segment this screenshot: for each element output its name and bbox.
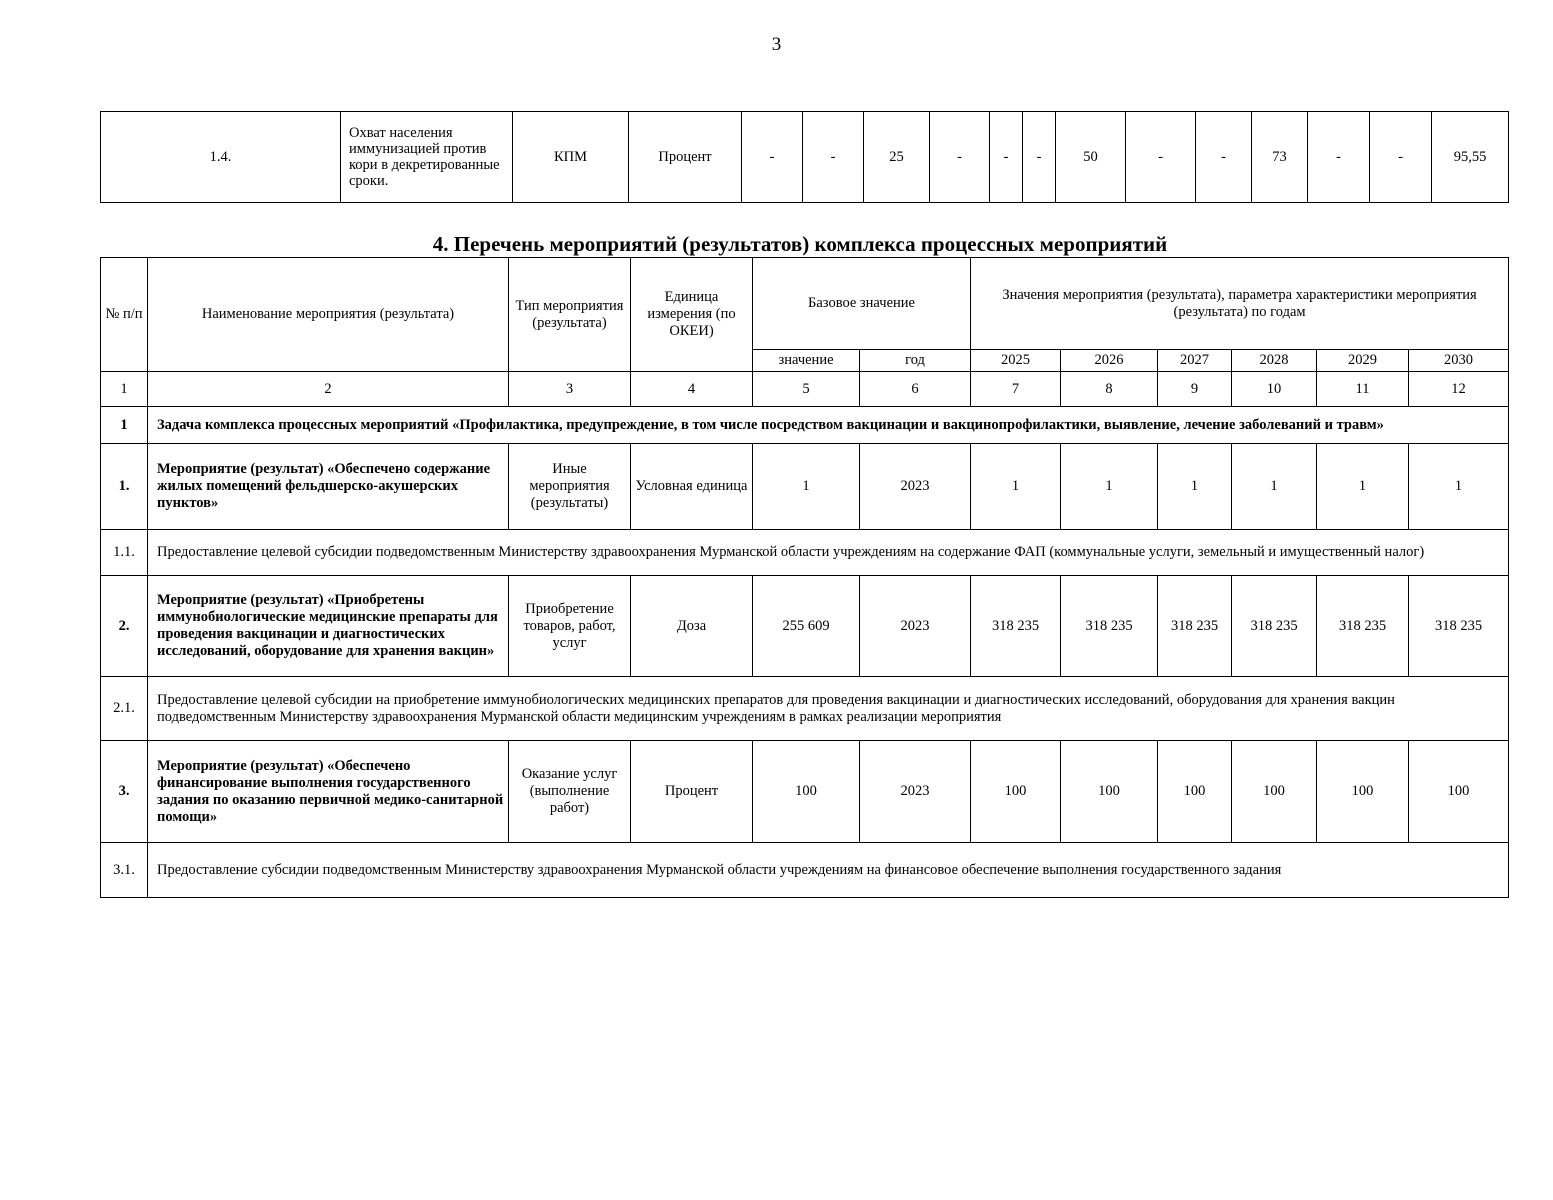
indicator-value: - — [742, 112, 803, 203]
activity-base-value: 100 — [753, 741, 860, 843]
subactivity-text: Предоставление целевой субсидии на приобретение иммунобиологических медицинских препаратов для проведения вакцинации и диагностических исследований, оборудования для хранения вакцин подведомственным Министерству здравоохранения Мурманской области медицинским учреждениям в рамках реализации мероприятия — [148, 677, 1509, 741]
activity-year-value: 318 235 — [1317, 576, 1409, 677]
header-year: 2030 — [1409, 350, 1509, 372]
header-base-year: год — [860, 350, 971, 372]
activity-num: 1. — [101, 444, 148, 530]
activity-name: Мероприятие (результат) «Приобретены иммунобиологические медицинские препараты для проведения вакцинации и диагностических исследований, оборудование для хранения вакцин» — [148, 576, 509, 677]
activity-unit: Процент — [631, 741, 753, 843]
header-base-value: значение — [753, 350, 860, 372]
col-number: 2 — [148, 372, 509, 407]
header-year: 2027 — [1158, 350, 1232, 372]
subactivity-row — [101, 677, 1509, 741]
activity-base-year: 2023 — [860, 444, 971, 530]
indicator-table — [100, 111, 1509, 203]
subactivity-text: Предоставление субсидии подведомственным Министерству здравоохранения Мурманской области учреждениям на финансовое обеспечение выполнения государственного задания — [148, 843, 1509, 898]
column-numbers-row — [101, 372, 1509, 407]
activity-row — [101, 444, 1509, 530]
header-year: 2025 — [971, 350, 1061, 372]
header-base: Базовое значение — [753, 258, 971, 350]
indicator-value: 73 — [1252, 112, 1308, 203]
activity-year-value: 100 — [1158, 741, 1232, 843]
indicator-value: - — [990, 112, 1023, 203]
activity-base-year: 2023 — [860, 576, 971, 677]
indicator-value: - — [1370, 112, 1432, 203]
indicator-value: 25 — [864, 112, 930, 203]
activity-year-value: 318 235 — [971, 576, 1061, 677]
activity-name: Мероприятие (результат) «Обеспечено финансирование выполнения государственного задания по оказанию первичной медико-санитарной помощи» — [148, 741, 509, 843]
indicator-value: - — [1196, 112, 1252, 203]
indicator-value: 95,55 — [1432, 112, 1509, 203]
activity-unit: Условная единица — [631, 444, 753, 530]
header-year: 2026 — [1061, 350, 1158, 372]
indicator-name: Охват населения иммунизацией против кори в декретированные сроки. — [341, 112, 513, 203]
col-number: 3 — [509, 372, 631, 407]
activity-name: Мероприятие (результат) «Обеспечено содержание жилых помещений фельдшерско-акушерских пунктов» — [148, 444, 509, 530]
header-year: 2029 — [1317, 350, 1409, 372]
activity-year-value: 318 235 — [1061, 576, 1158, 677]
activity-row — [101, 741, 1509, 843]
subactivity-text: Предоставление целевой субсидии подведомственным Министерству здравоохранения Мурманской области учреждениям на содержание ФАП (коммунальные услуги, земельный и имущественный налог) — [148, 530, 1509, 576]
col-number: 11 — [1317, 372, 1409, 407]
activity-year-value: 100 — [1232, 741, 1317, 843]
activity-year-value: 1 — [971, 444, 1061, 530]
subactivity-row — [101, 843, 1509, 898]
activity-year-value: 100 — [1409, 741, 1509, 843]
activity-year-value: 1 — [1317, 444, 1409, 530]
indicator-value: - — [1126, 112, 1196, 203]
task-text: Задача комплекса процессных мероприятий «Профилактика, предупреждение, в том числе посредством вакцинации и вакцинопрофилактики, выявление, лечение заболеваний и травм» — [148, 407, 1509, 444]
activity-base-value: 1 — [753, 444, 860, 530]
header-years-group: Значения мероприятия (результата), параметра характеристики мероприятия (результата) по годам — [971, 258, 1509, 350]
subactivity-num: 1.1. — [101, 530, 148, 576]
indicator-value: - — [930, 112, 990, 203]
activity-year-value: 100 — [971, 741, 1061, 843]
activity-year-value: 318 235 — [1158, 576, 1232, 677]
activities-table — [100, 257, 1509, 898]
subactivity-num: 3.1. — [101, 843, 148, 898]
activity-year-value: 1 — [1158, 444, 1232, 530]
col-number: 6 — [860, 372, 971, 407]
activity-year-value: 1 — [1409, 444, 1509, 530]
activity-year-value: 1 — [1061, 444, 1158, 530]
col-number: 10 — [1232, 372, 1317, 407]
activity-unit: Доза — [631, 576, 753, 677]
page-number: 3 — [771, 34, 782, 55]
activity-base-value: 255 609 — [753, 576, 860, 677]
task-num: 1 — [101, 407, 148, 444]
activity-type: Иные мероприятия (результаты) — [509, 444, 631, 530]
section-title: 4. Перечень мероприятий (результатов) комплекса процессных мероприятий — [432, 232, 1168, 256]
indicator-unit: Процент — [629, 112, 742, 203]
activity-year-value: 100 — [1317, 741, 1409, 843]
activity-base-year: 2023 — [860, 741, 971, 843]
col-number: 12 — [1409, 372, 1509, 407]
activity-year-value: 1 — [1232, 444, 1317, 530]
col-number: 9 — [1158, 372, 1232, 407]
indicator-type: КПМ — [513, 112, 629, 203]
activity-year-value: 318 235 — [1232, 576, 1317, 677]
activity-num: 3. — [101, 741, 148, 843]
header-num: № п/п — [101, 258, 148, 372]
header-year: 2028 — [1232, 350, 1317, 372]
indicator-value: - — [1308, 112, 1370, 203]
indicator-num: 1.4. — [101, 112, 341, 203]
col-number: 8 — [1061, 372, 1158, 407]
activity-year-value: 100 — [1061, 741, 1158, 843]
header-name: Наименование мероприятия (результата) — [148, 258, 509, 372]
task-row — [101, 407, 1509, 444]
indicator-row — [101, 112, 1509, 203]
header-type: Тип мероприятия (результата) — [509, 258, 631, 372]
col-number: 4 — [631, 372, 753, 407]
header-row — [101, 258, 1509, 350]
activity-num: 2. — [101, 576, 148, 677]
indicator-value: - — [803, 112, 864, 203]
activity-type: Приобретение товаров, работ, услуг — [509, 576, 631, 677]
header-unit: Единица измерения (по ОКЕИ) — [631, 258, 753, 372]
activity-type: Оказание услуг (выполнение работ) — [509, 741, 631, 843]
subactivity-num: 2.1. — [101, 677, 148, 741]
indicator-value: 50 — [1056, 112, 1126, 203]
subactivity-row — [101, 530, 1509, 576]
activity-year-value: 318 235 — [1409, 576, 1509, 677]
indicator-value: - — [1023, 112, 1056, 203]
col-number: 5 — [753, 372, 860, 407]
col-number: 7 — [971, 372, 1061, 407]
col-number: 1 — [101, 372, 148, 407]
activity-row — [101, 576, 1509, 677]
